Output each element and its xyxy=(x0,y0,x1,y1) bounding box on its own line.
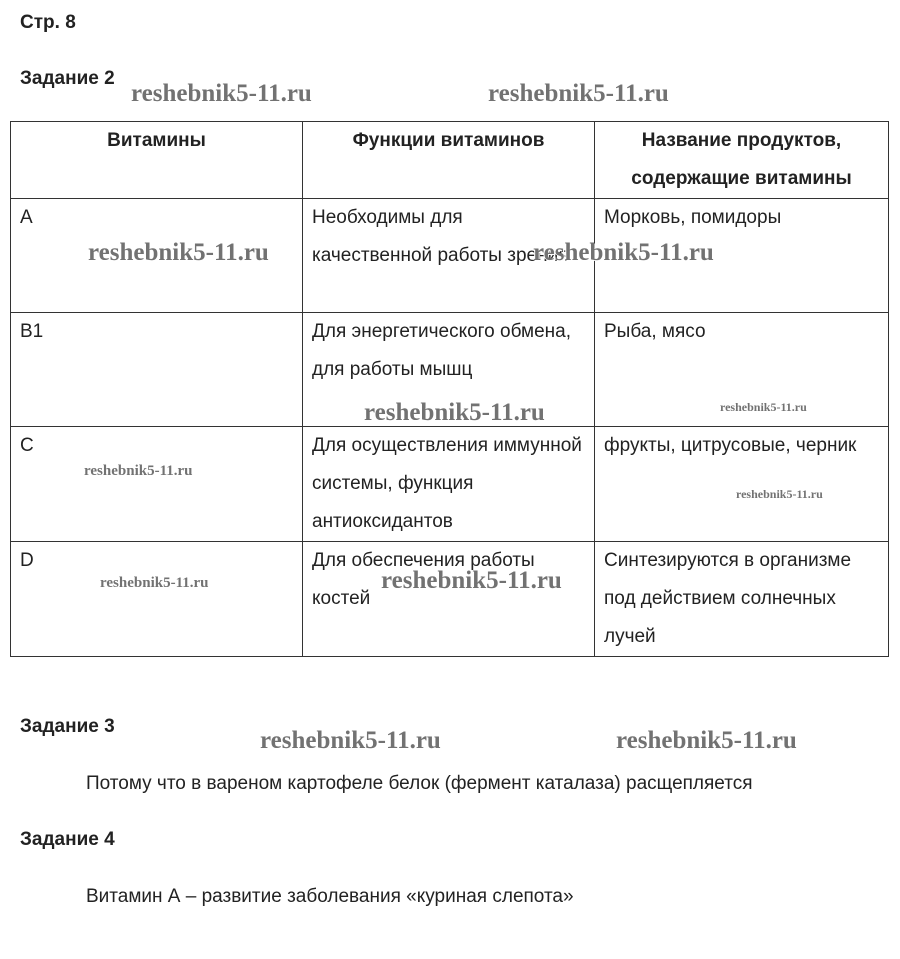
table-row xyxy=(11,199,889,313)
table-row xyxy=(11,427,889,542)
cell-vitamin: A xyxy=(11,199,303,313)
cell-function: Для осуществления иммунной системы, функция антиоксидантов xyxy=(303,427,595,542)
task-3-answer: Потому что в вареном картофеле белок (фермент каталаза) расщепляется xyxy=(86,773,753,794)
cell-products: фрукты, цитрусовые, черник xyxy=(595,427,889,542)
watermark: reshebnik5-11.ru xyxy=(616,727,797,754)
table-row xyxy=(11,313,889,427)
task-4-answer: Витамин А – развитие заболевания «куриная слепота» xyxy=(86,886,574,907)
cell-products: Морковь, помидоры xyxy=(595,199,889,313)
watermark: reshebnik5-11.ru xyxy=(100,575,209,591)
watermark: reshebnik5-11.ru xyxy=(533,239,714,266)
task-4-heading: Задание 4 xyxy=(20,829,115,850)
cell-vitamin: D xyxy=(11,542,303,657)
table-header-row xyxy=(11,122,889,199)
watermark: reshebnik5-11.ru xyxy=(84,463,193,479)
task-3-heading: Задание 3 xyxy=(20,716,115,737)
watermark: reshebnik5-11.ru xyxy=(736,487,823,501)
vitamins-table xyxy=(10,121,889,657)
cell-products: Рыба, мясо xyxy=(595,313,889,427)
header-products: Название продуктов, содержащие витамины xyxy=(595,122,889,199)
watermark: reshebnik5-11.ru xyxy=(720,400,807,414)
page-number-label: Стр. 8 xyxy=(20,12,76,33)
cell-function: Необходимы для качественной работы зрения xyxy=(303,199,595,313)
watermark: reshebnik5-11.ru xyxy=(488,80,669,107)
watermark: reshebnik5-11.ru xyxy=(381,567,562,594)
watermark: reshebnik5-11.ru xyxy=(131,80,312,107)
watermark: reshebnik5-11.ru xyxy=(260,727,441,754)
header-vitamins: Витамины xyxy=(11,122,303,199)
cell-vitamin: C xyxy=(11,427,303,542)
cell-function: Для обеспечения работы костей xyxy=(303,542,595,657)
cell-function: Для энергетического обмена, для работы мышц xyxy=(303,313,595,427)
cell-vitamin: B1 xyxy=(11,313,303,427)
table-row xyxy=(11,542,889,657)
watermark: reshebnik5-11.ru xyxy=(88,239,269,266)
watermark: reshebnik5-11.ru xyxy=(364,399,545,426)
header-functions: Функции витаминов xyxy=(303,122,595,199)
cell-products: Синтезируются в организме под действием солнечных лучей xyxy=(595,542,889,657)
task-2-heading: Задание 2 xyxy=(20,68,115,89)
